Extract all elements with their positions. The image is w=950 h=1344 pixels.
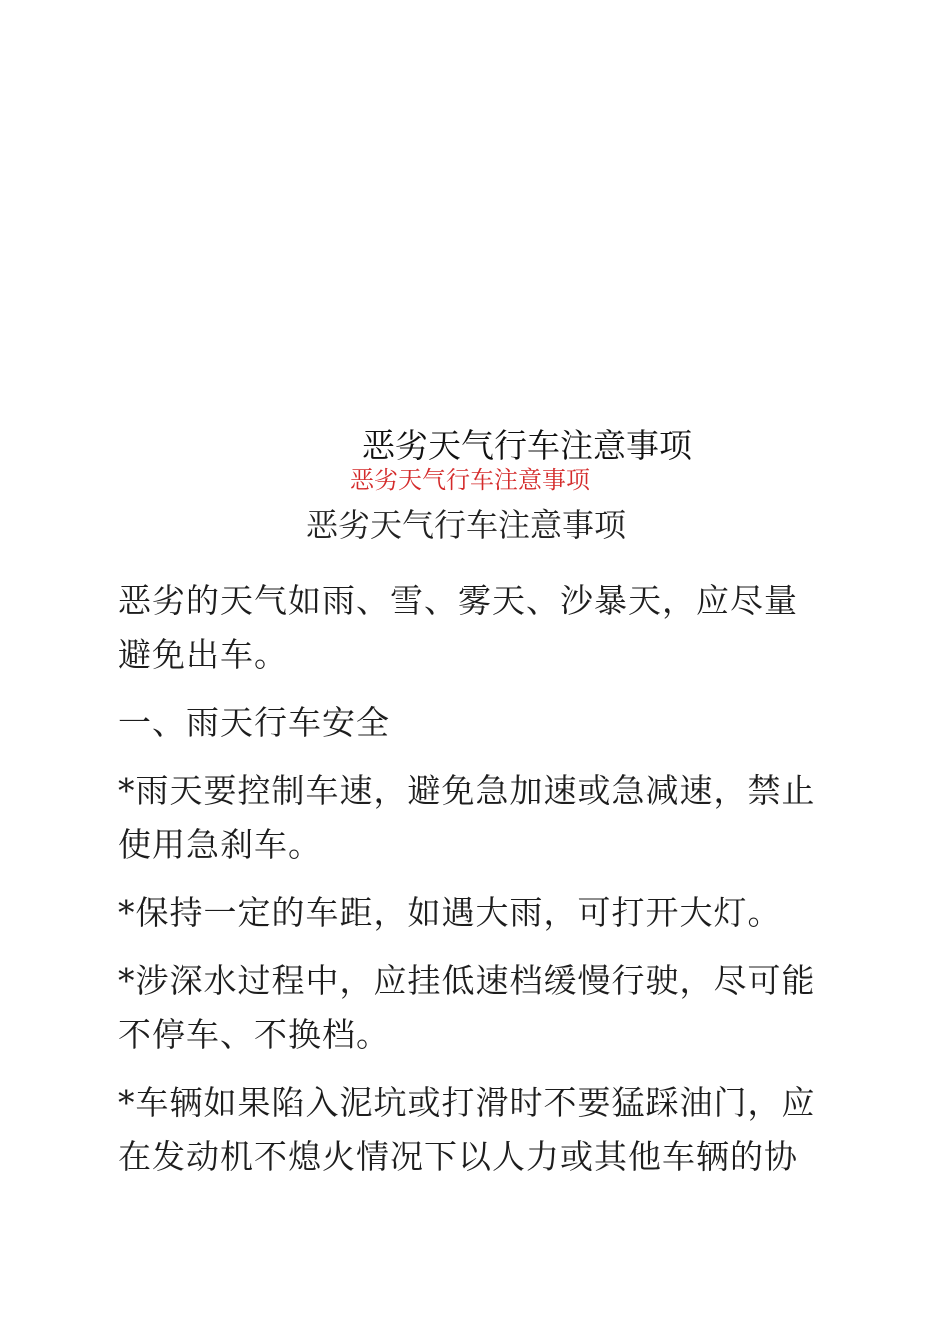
document-title-red: 恶劣天气行车注意事项 (350, 466, 590, 494)
paragraph-rain-speed: *雨天要控制车速，避免急加速或急减速，禁止使用急刹车。 (118, 771, 816, 864)
paragraph-stuck-vehicle: *车辆如果陷入泥坑或打滑时不要猛踩油门，应在发动机不熄火情况下以人力或其他车辆的协 (118, 1083, 816, 1176)
document-body (118, 574, 818, 1198)
document-title: 恶劣天气行车注意事项 (362, 426, 692, 465)
section-heading-rain: 一、雨天行车安全 (118, 703, 390, 742)
paragraph-rain-distance: *保持一定的车距，如遇大雨，可打开大灯。 (118, 893, 782, 932)
document-subtitle: 恶劣天气行车注意事项 (306, 506, 627, 544)
paragraph-intro: 恶劣的天气如雨、雪、雾天、沙暴天，应尽量避免出车。 (118, 581, 798, 674)
paragraph-deep-water: *涉深水过程中，应挂低速档缓慢行驶，尽可能不停车、不换档。 (118, 961, 816, 1054)
